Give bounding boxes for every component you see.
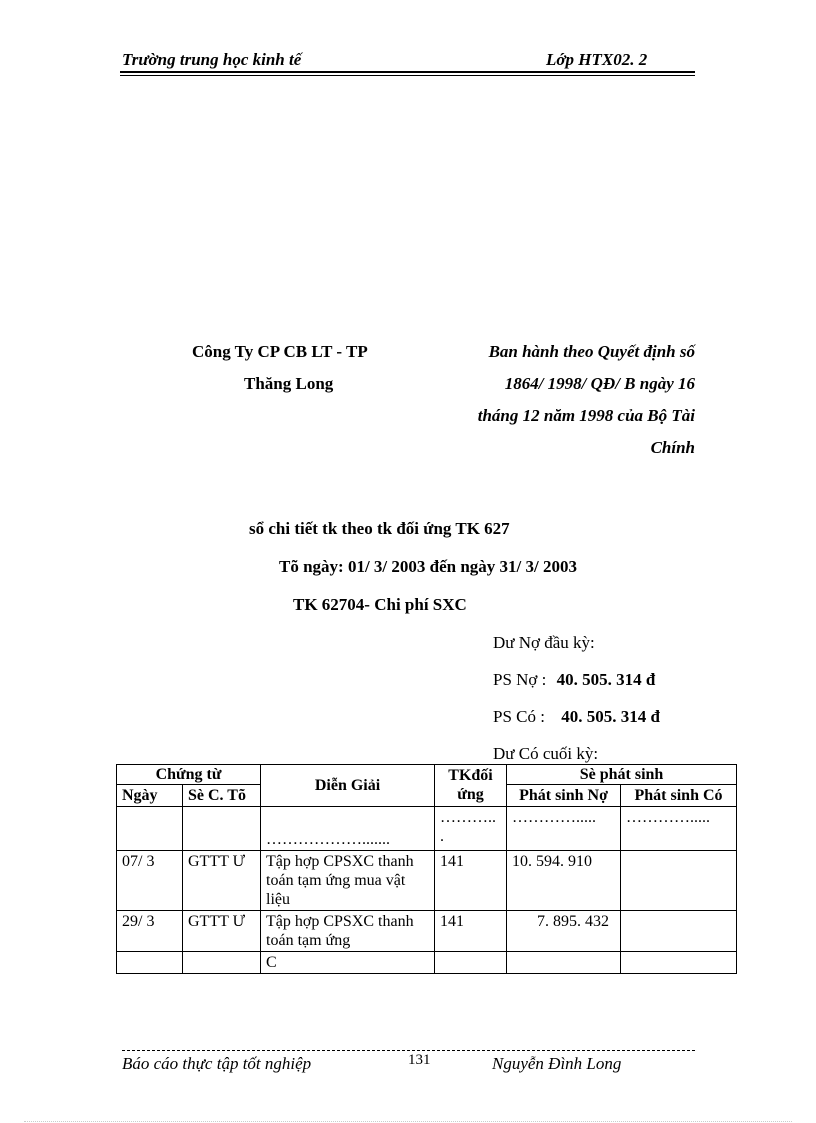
table-cell (117, 807, 183, 851)
cell-tk: 141 (435, 851, 507, 911)
table-cell (507, 807, 621, 851)
col-group-chung-tu: Chứng từ (117, 765, 261, 785)
col-dien-giai: Diễn Giải (261, 765, 435, 807)
opening-debit-label: Dư Nợ đầu kỳ: (493, 633, 595, 652)
header-class: Lớp HTX02. 2 (546, 50, 648, 69)
cell-ngay: 07/ 3 (117, 851, 183, 911)
table-cell (435, 807, 507, 851)
header-rule (120, 71, 695, 73)
dots: ………………....... (266, 831, 391, 848)
dots: ……….. . (440, 809, 497, 845)
ps-co-line (493, 707, 660, 727)
decision-line-4: Chính (650, 438, 695, 457)
table-cell (507, 952, 621, 974)
table-row (117, 952, 737, 974)
ledger-period: Tõ ngày: 01/ 3/ 2003 đến ngày 31/ 3/ 2003 (279, 557, 578, 576)
col-so-ct: Sè C. Tõ (183, 785, 261, 807)
footer-rule (122, 1050, 695, 1051)
ledger-title: sổ chi tiết tk theo tk đối ứng TK 627 (249, 519, 510, 538)
footer-report: Báo cáo thực tập tốt nghiệp (122, 1054, 312, 1073)
page-edge (24, 1121, 792, 1122)
table-cell (183, 807, 261, 851)
page-number: 131 (408, 1052, 431, 1068)
table-cell (261, 807, 435, 851)
cell-so-ct: GTTT Ư (183, 911, 261, 952)
footer-author: Nguyễn Đình Long (492, 1054, 622, 1073)
col-ps-co: Phát sinh Có (621, 785, 737, 807)
decision-line-3: tháng 12 năm 1998 của Bộ Tài (477, 406, 695, 425)
table-cell (621, 952, 737, 974)
company-name: Công Ty CP CB LT - TP (192, 342, 368, 361)
header-school: Trường trung học kinh tế (122, 50, 302, 69)
cell-ps-co (621, 911, 737, 952)
cell-dien-giai: C (261, 952, 435, 974)
col-group-so-phat-sinh: Sè phát sinh (507, 765, 737, 785)
company-name-line2: Thăng Long (244, 374, 334, 393)
table-cell (183, 952, 261, 974)
cell-ps-no: 7. 895. 432 (507, 911, 621, 952)
table-row (117, 851, 737, 911)
cell-ngay: 29/ 3 (117, 911, 183, 952)
ps-no-value: 40. 505. 314 đ (556, 670, 656, 689)
header-rule-thin (120, 75, 695, 76)
cell-so-ct: GTTT Ư (183, 851, 261, 911)
col-tk-doi-ung: TKđối ứng (435, 765, 507, 807)
cell-ps-no: 10. 594. 910 (507, 851, 621, 911)
table-cell (435, 952, 507, 974)
ps-co-value: 40. 505. 314 đ (561, 707, 660, 726)
table-cell (117, 952, 183, 974)
ps-co-label: PS Có : (493, 707, 545, 726)
decision-line-1: Ban hành theo Quyết định số (488, 342, 695, 361)
col-ps-no: Phát sinh Nợ (507, 785, 621, 807)
ledger-account: TK 62704- Chi phí SXC (293, 595, 467, 614)
closing-credit-label: Dư Có cuối kỳ: (493, 744, 599, 763)
cell-ps-co (621, 851, 737, 911)
ps-no-label: PS Nợ : (493, 670, 547, 689)
cell-dien-giai: Tập hợp CPSXC thanh toán tạm ứng mua vật liệu (261, 851, 435, 911)
decision-line-2: 1864/ 1998/ QĐ/ B ngày 16 (504, 374, 695, 393)
table-row (117, 911, 737, 952)
cell-dien-giai: Tập hợp CPSXC thanh toán tạm ứng (261, 911, 435, 952)
dots: …………..... (512, 809, 597, 826)
cell-tk: 141 (435, 911, 507, 952)
table-cell (621, 807, 737, 851)
dots: …………..... (626, 809, 711, 826)
ps-no-line (493, 670, 655, 690)
col-ngay: Ngày (117, 785, 183, 807)
ledger-table (116, 764, 737, 974)
